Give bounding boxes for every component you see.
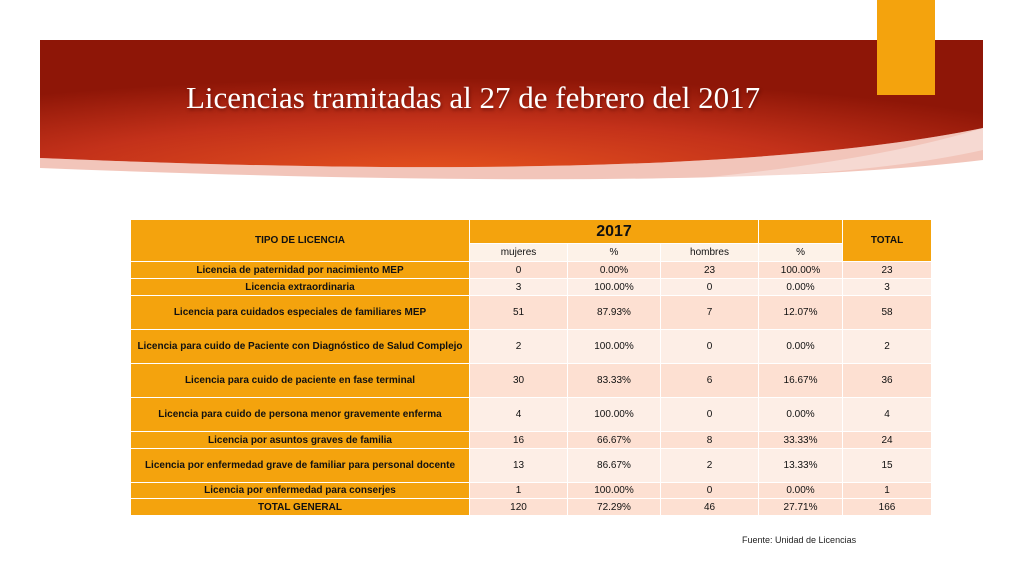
table-row (131, 262, 932, 279)
row-pct-mujeres: 66.67% (568, 432, 661, 449)
row-tipo: Licencia para cuido de persona menor gravemente enferma (131, 398, 470, 432)
row-tipo: Licencia por asuntos graves de familia (131, 432, 470, 449)
row-mujeres: 30 (470, 364, 568, 398)
row-pct-mujeres: 100.00% (568, 398, 661, 432)
row-mujeres: 51 (470, 296, 568, 330)
row-total: 58 (843, 296, 932, 330)
table-row (131, 296, 932, 330)
row-total: 24 (843, 432, 932, 449)
table-row (131, 398, 932, 432)
row-tipo: Licencia para cuido de paciente en fase terminal (131, 364, 470, 398)
total-total: 166 (843, 499, 932, 516)
row-tipo: Licencia extraordinaria (131, 279, 470, 296)
row-mujeres: 2 (470, 330, 568, 364)
licenses-table (130, 219, 932, 516)
total-hombres: 46 (661, 499, 759, 516)
table-row (131, 449, 932, 483)
row-pct-hombres: 12.07% (759, 296, 843, 330)
table-row (131, 432, 932, 449)
row-pct-mujeres: 100.00% (568, 483, 661, 499)
row-pct-mujeres: 0.00% (568, 262, 661, 279)
row-total: 23 (843, 262, 932, 279)
row-hombres: 8 (661, 432, 759, 449)
header-tipo: TIPO DE LICENCIA (131, 220, 470, 262)
row-hombres: 2 (661, 449, 759, 483)
title-banner (0, 0, 1024, 200)
row-total: 1 (843, 483, 932, 499)
row-hombres: 6 (661, 364, 759, 398)
accent-tab (877, 0, 935, 95)
header-total: TOTAL (843, 220, 932, 262)
row-pct-hombres: 100.00% (759, 262, 843, 279)
row-mujeres: 4 (470, 398, 568, 432)
table-row (131, 330, 932, 364)
row-pct-hombres: 16.67% (759, 364, 843, 398)
row-pct-mujeres: 87.93% (568, 296, 661, 330)
row-pct-hombres: 13.33% (759, 449, 843, 483)
row-pct-hombres: 0.00% (759, 330, 843, 364)
row-hombres: 7 (661, 296, 759, 330)
total-pct-mujeres: 72.29% (568, 499, 661, 516)
row-mujeres: 3 (470, 279, 568, 296)
row-tipo: Licencia por enfermedad grave de familiar para personal docente (131, 449, 470, 483)
row-total: 2 (843, 330, 932, 364)
row-mujeres: 0 (470, 262, 568, 279)
row-hombres: 23 (661, 262, 759, 279)
row-hombres: 0 (661, 398, 759, 432)
row-hombres: 0 (661, 330, 759, 364)
header-blank (759, 220, 843, 244)
row-total: 4 (843, 398, 932, 432)
row-pct-mujeres: 86.67% (568, 449, 661, 483)
row-total: 36 (843, 364, 932, 398)
row-mujeres: 13 (470, 449, 568, 483)
row-pct-hombres: 0.00% (759, 483, 843, 499)
row-pct-mujeres: 100.00% (568, 330, 661, 364)
row-hombres: 0 (661, 279, 759, 296)
row-tipo: Licencia por enfermedad para conserjes (131, 483, 470, 499)
row-tipo: Licencia para cuido de Paciente con Diagnóstico de Salud Complejo (131, 330, 470, 364)
header-hombres: hombres (661, 244, 759, 262)
total-pct-hombres: 27.71% (759, 499, 843, 516)
row-pct-hombres: 33.33% (759, 432, 843, 449)
header-pct-mujeres: % (568, 244, 661, 262)
row-pct-mujeres: 100.00% (568, 279, 661, 296)
row-total: 3 (843, 279, 932, 296)
row-hombres: 0 (661, 483, 759, 499)
table-row (131, 483, 932, 499)
table-row (131, 279, 932, 296)
row-mujeres: 16 (470, 432, 568, 449)
row-tipo: Licencia para cuidados especiales de familiares MEP (131, 296, 470, 330)
slide-title: Licencias tramitadas al 27 de febrero del 2017 (186, 80, 761, 115)
total-tipo: TOTAL GENERAL (131, 499, 470, 516)
table-row (131, 364, 932, 398)
row-tipo: Licencia de paternidad por nacimiento MEP (131, 262, 470, 279)
row-pct-hombres: 0.00% (759, 398, 843, 432)
source-note: Fuente: Unidad de Licencias (742, 535, 857, 545)
row-pct-hombres: 0.00% (759, 279, 843, 296)
total-row (131, 499, 932, 516)
row-pct-mujeres: 83.33% (568, 364, 661, 398)
row-mujeres: 1 (470, 483, 568, 499)
header-year: 2017 (470, 220, 759, 244)
table-header-row (131, 220, 932, 244)
header-mujeres: mujeres (470, 244, 568, 262)
row-total: 15 (843, 449, 932, 483)
total-mujeres: 120 (470, 499, 568, 516)
header-pct-hombres: % (759, 244, 843, 262)
